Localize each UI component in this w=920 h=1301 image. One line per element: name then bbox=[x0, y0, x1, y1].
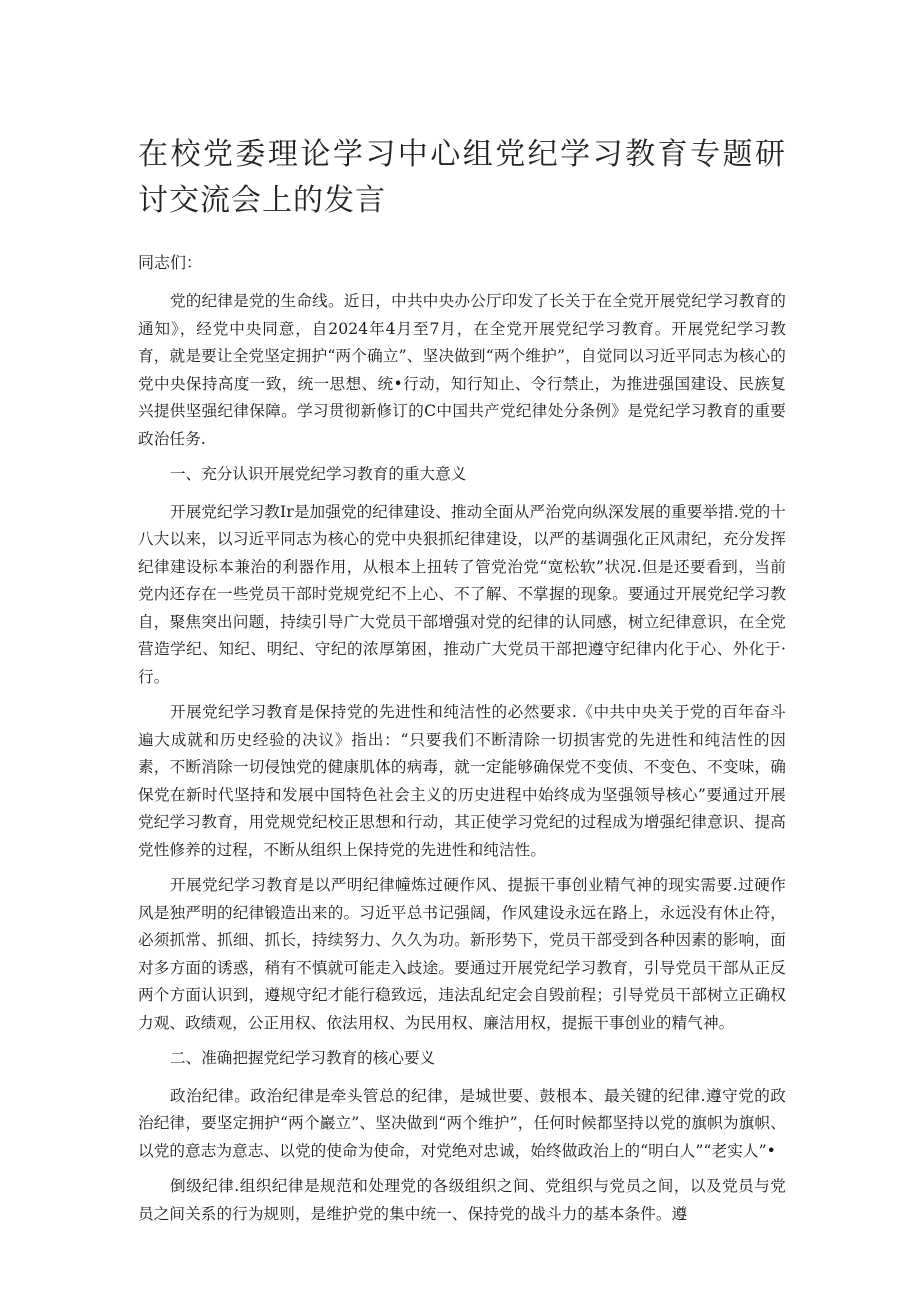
paragraph-intro: 党的纪律是党的生命线。近日，中共中央办公厅印发了长关于在全党开展党纪学习教育的通知》，经党中央同意，自2024年4月至7月，在全党开展党纪学习教育。开展党纪学习教育，就是要让全党坚定拥护“两个确立”、坚决做到“两个维护”，自觉同以习近平同志为核心的党中央保持高度一致，统一思想、统•行动，知行知止、令行禁止，为推进强国建设、民族复兴提供坚强纪律保障。学习贯彻新修订的C中国共产党纪律处分条例》是党纪学习教育的重要政治任务. bbox=[138, 292, 786, 448]
document-title: 在校党委理论学习中心组党纪学习教育专题研讨交流会上的发言 bbox=[138, 137, 786, 218]
paragraph-significance-1: 开展党纪学习教Ir是加强党的纪律建设、推动全面从严治党向纵深发展的重要举措.党的十八大以来，以习近平同志为核心的党中央狠抓纪律建设，以严的基调强化正风肃纪，充分发挥纪律建设标本兼治的利器作用，从根本上扭转了管党治党“宽松软”状况.但是还要看到，当前党内还存在一些党员干部时党规党纪不上心、不了解、不掌握的现象。要通过开展党纪学习教自，聚焦突出问题，持续引导广大党员干部增强对党的纪律的认同感，树立纪律意识，在全党营造学纪、知纪、明纪、守纪的浓厚第困，推动广大党员干部把遵守纪律内化于心、外化于·行。 bbox=[138, 502, 786, 686]
section-heading-2: 二、准确把握党纪学习教育的核心要义 bbox=[170, 1049, 436, 1067]
paragraph-political-discipline: 政治纪律。政治纪律是牵头管总的纪律，是城世要、鼓根本、最关键的纪律.遵守党的政治纪律，要坚定拥护“两个巖立”、坚决做到“两个维护”，任何时候都坚持以党的旗帜为旗帜、以党的意志为意志、以党的使命为使命，对党绝对忠诚，始终做政治上的“明白人”“老实人”• bbox=[138, 1086, 786, 1160]
paragraph-organizational-discipline: 倒级纪律.组织纪律是规范和处理党的各级组织之间、党组织与党员之间，以及党员与党员之间关系的行为规则，是维护党的集中统一、保持党的战斗力的基本条件。遵 bbox=[138, 1177, 786, 1223]
document-page bbox=[138, 132, 786, 1236]
section-heading-1: 一、充分认识开展党纪学习教育的重大意义 bbox=[170, 465, 467, 483]
paragraph-significance-3: 开展党纪学习教育是以严明纪律幢炼过硬作风、提振干事创业精气神的现实需要.过硬作风是独严明的纪律锻造出来的。习近平总书记强阔，作风建设永远在路上，永远没有休止符，必须抓常、抓细、抓长，持续努力、久久为功。新形势下，党员干部受到各种因素的影响，面对多方面的诱惑，稍有不慎就可能走入歧途。要通过开展党纪学习教育，引导党员干部从正反两个方面认识到，遵规守纪才能行稳致远，违法乱纪定会自毁前程；引导党员干部树立正确权力观、政绩观，公正用权、依法用权、为民用权、廉洁用权，提振干事创业的精气神。 bbox=[138, 876, 786, 1032]
salutation: 同志们： bbox=[138, 253, 203, 272]
paragraph-significance-2: 开展党纪学习教育是保持党的先进性和纯洁性的必然要求.《中共中央关于党的百年奋斗遍大成就和历史经验的决议》指出：“只要我们不断清除一切损害党的先进性和纯洁性的因素，不断消除一切侵蚀党的健康肌体的病毒，就一定能够确保党不变侦、不变色、不变味，确保党在新时代坚持和发展中国特色社会主义的历史进程中始终成为坚强领导核心”要通过开展党纪学习教育，用党规党纪校正思想和行动，其正使学习党纪的过程成为增强纪律意识、提高党性修养的过程，不断从组织上保持党的先进性和纯洁性。 bbox=[138, 703, 786, 859]
